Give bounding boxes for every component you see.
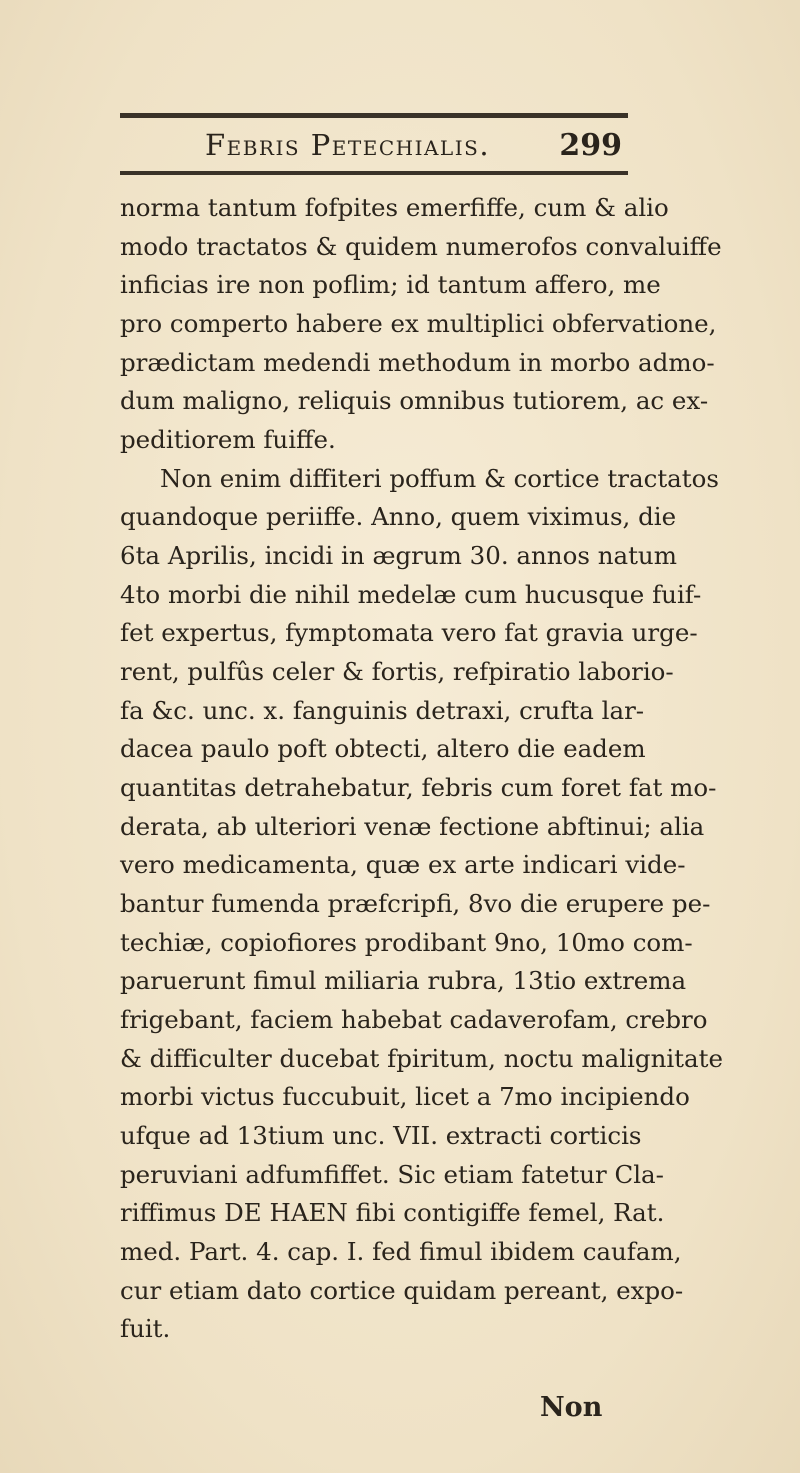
- text-line: norma tantum fofpites emerfiffe, cum & alio: [120, 193, 669, 222]
- text-line: fet expertus, fymptomata vero fat gravia urge-: [120, 618, 698, 647]
- text-line: vero medicamenta, quæ ex arte indicari vide-: [120, 850, 686, 879]
- text-line: ufque ad 13tium unc. VII. extracti corticis: [120, 1121, 642, 1150]
- text-line: quantitas detrahebatur, febris cum foret fat mo-: [120, 773, 717, 802]
- running-head-title: Febris Petechialis.: [205, 128, 491, 162]
- text-line: fuit.: [120, 1314, 171, 1343]
- page-number: 299: [559, 128, 622, 163]
- text-line: prædictam medendi methodum in morbo admo-: [120, 348, 715, 377]
- text-line: riffimus DE HAEN fibi contigiffe femel, Rat.: [120, 1198, 665, 1227]
- text-line: 4to morbi die nihil medelæ cum hucusque fuif-: [120, 580, 702, 609]
- running-head: [120, 122, 628, 170]
- text-line: rent, pulfûs celer & fortis, refpiratio laborio-: [120, 657, 674, 686]
- text-line: modo tractatos & quidem numerofos convaluiffe: [120, 232, 722, 261]
- header-rule-top: [120, 113, 628, 118]
- text-line: quandoque periiffe. Anno, quem viximus, die: [120, 502, 677, 531]
- header-rule-bottom: [120, 171, 628, 175]
- text-line: peditiorem fuiffe.: [120, 425, 336, 454]
- text-line: inficias ire non poflim; id tantum affero, me: [120, 270, 661, 299]
- text-line: Non enim diffiteri poffum & cortice tractatos: [160, 464, 719, 493]
- catchword: Non: [540, 1392, 603, 1423]
- text-line: med. Part. 4. cap. I. fed fimul ibidem caufam,: [120, 1237, 682, 1266]
- text-line: cur etiam dato cortice quidam pereant, expo-: [120, 1276, 684, 1305]
- text-line: dacea paulo poft obtecti, altero die eadem: [120, 734, 646, 763]
- text-line: techiæ, copiofiores prodibant 9no, 10mo com-: [120, 928, 693, 957]
- text-line: fa &c. unc. x. fanguinis detraxi, crufta lar-: [120, 696, 645, 725]
- text-line: & difficulter ducebat fpiritum, noctu malignitate: [120, 1044, 723, 1073]
- text-line: dum maligno, reliquis omnibus tutiorem, ac ex-: [120, 386, 709, 415]
- text-line: pro comperto habere ex multiplici obfervatione,: [120, 309, 717, 338]
- text-line: morbi victus fuccubuit, licet a 7mo incipiendo: [120, 1082, 690, 1111]
- text-line: 6ta Aprilis, incidi in ægrum 30. annos natum: [120, 541, 677, 570]
- text-line: frigebant, faciem habebat cadaverofam, crebro: [120, 1005, 708, 1034]
- text-line: peruviani adfumfiffet. Sic etiam fatetur Cla-: [120, 1160, 664, 1189]
- text-line: bantur fumenda præfcripfi, 8vo die erupere pe-: [120, 889, 711, 918]
- text-line: derata, ab ulteriori venæ fectione abftinui; alia: [120, 812, 705, 841]
- text-line: paruerunt fimul miliaria rubra, 13tio extrema: [120, 966, 687, 995]
